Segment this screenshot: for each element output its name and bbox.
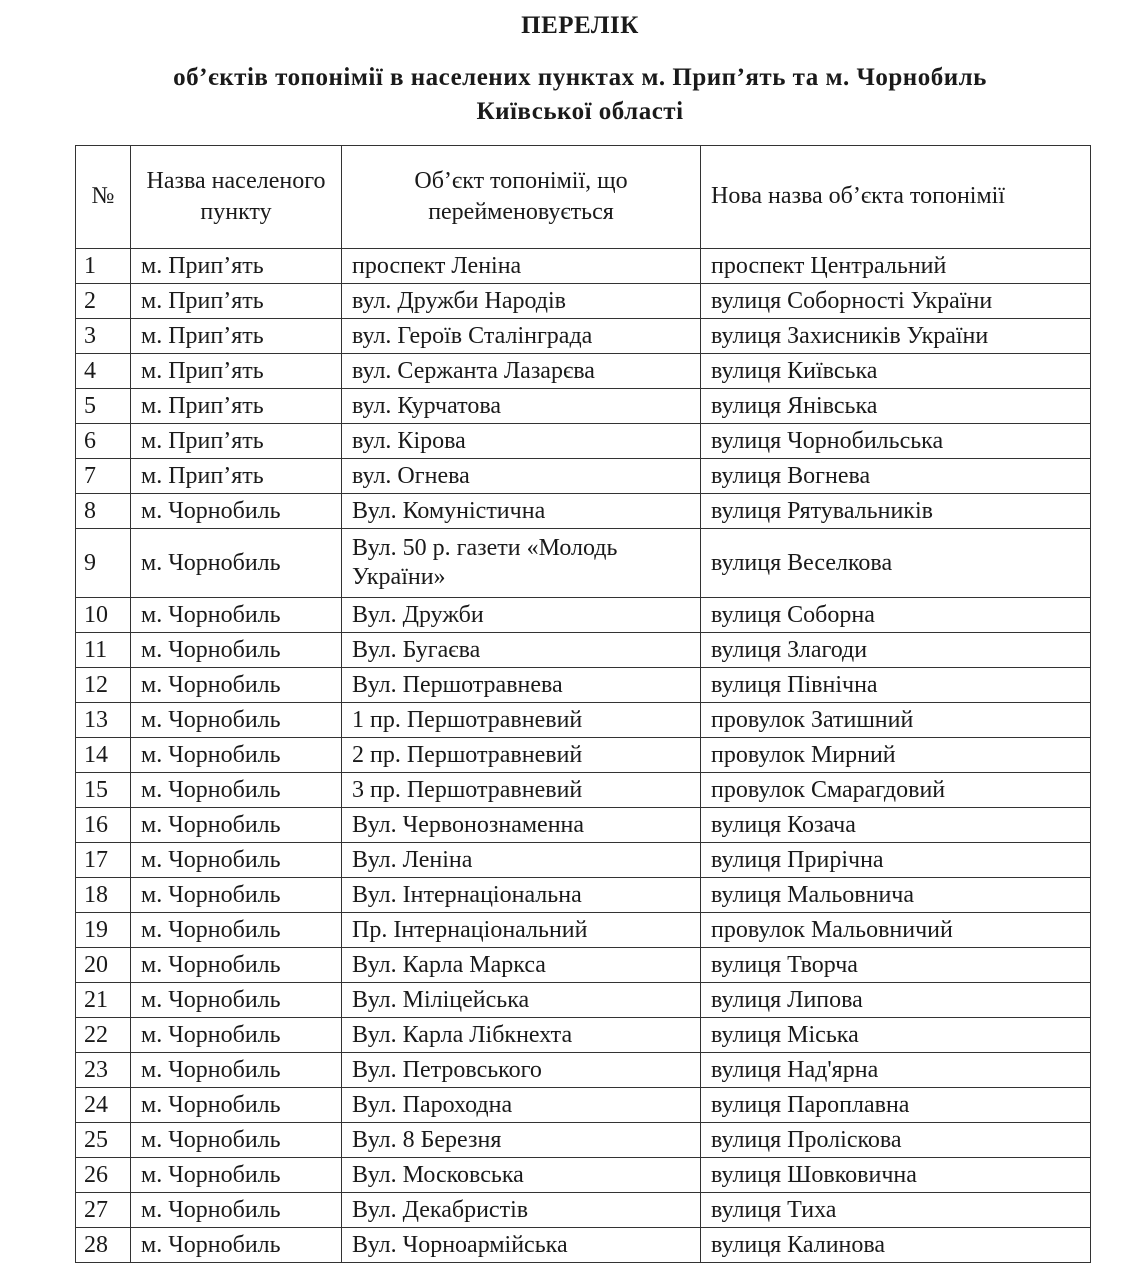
row-object: 2 пр. Першотравневий [342, 738, 701, 773]
row-number: 21 [76, 983, 131, 1018]
table-row [76, 284, 1091, 319]
row-number: 24 [76, 1088, 131, 1123]
table-row [76, 424, 1091, 459]
row-number: 19 [76, 913, 131, 948]
row-settlement: м. Прип’ять [131, 319, 342, 354]
table-row [76, 633, 1091, 668]
row-new-name: вулиця Козача [701, 808, 1091, 843]
row-new-name: вулиця Захисників України [701, 319, 1091, 354]
row-object: Вул. Інтернаціональна [342, 878, 701, 913]
row-new-name: провулок Мирний [701, 738, 1091, 773]
row-object: 1 пр. Першотравневий [342, 703, 701, 738]
table-row [76, 1193, 1091, 1228]
row-object: вул. Огнева [342, 459, 701, 494]
table-row [76, 913, 1091, 948]
row-object: Вул. 50 р. газети «Молодь України» [342, 529, 701, 598]
row-settlement: м. Чорнобиль [131, 1123, 342, 1158]
row-number: 11 [76, 633, 131, 668]
row-number: 25 [76, 1123, 131, 1158]
header-settlement: Назва населеного пункту [131, 146, 342, 249]
row-settlement: м. Прип’ять [131, 389, 342, 424]
document-subtitle-line-1: об’єктів топонімії в населених пунктах м. Прип’ять та м. Чорнобиль [173, 64, 987, 91]
row-settlement: м. Чорнобиль [131, 738, 342, 773]
row-new-name: вулиця Чорнобильська [701, 424, 1091, 459]
table-row [76, 529, 1091, 598]
row-number: 5 [76, 389, 131, 424]
renaming-table [75, 145, 1091, 1263]
row-new-name: вулиця Шовковична [701, 1158, 1091, 1193]
row-new-name: проспект Центральний [701, 249, 1091, 284]
row-settlement: м. Чорнобиль [131, 878, 342, 913]
row-new-name: вулиця Злагоди [701, 633, 1091, 668]
row-number: 13 [76, 703, 131, 738]
row-new-name: провулок Смарагдовий [701, 773, 1091, 808]
row-number: 23 [76, 1053, 131, 1088]
row-number: 22 [76, 1018, 131, 1053]
row-settlement: м. Прип’ять [131, 284, 342, 319]
row-number: 26 [76, 1158, 131, 1193]
table-row [76, 843, 1091, 878]
row-number: 27 [76, 1193, 131, 1228]
row-settlement: м. Прип’ять [131, 459, 342, 494]
row-new-name: вулиця Тиха [701, 1193, 1091, 1228]
row-new-name: вулиця Калинова [701, 1228, 1091, 1263]
row-object: Пр. Інтернаціональний [342, 913, 701, 948]
row-object: Вул. Чорноармійська [342, 1228, 701, 1263]
row-number: 20 [76, 948, 131, 983]
header-new-name: Нова назва об’єкта топонімії [701, 146, 1091, 249]
row-number: 15 [76, 773, 131, 808]
row-new-name: вулиця Північна [701, 668, 1091, 703]
table-row [76, 598, 1091, 633]
row-number: 8 [76, 494, 131, 529]
table-row [76, 1123, 1091, 1158]
document-subtitle-line-2: Київської області [476, 98, 684, 125]
row-new-name: вулиця Київська [701, 354, 1091, 389]
row-settlement: м. Прип’ять [131, 424, 342, 459]
row-new-name: вулиця Над'ярна [701, 1053, 1091, 1088]
row-object: Вул. Пароходна [342, 1088, 701, 1123]
row-settlement: м. Чорнобиль [131, 1088, 342, 1123]
table-row [76, 249, 1091, 284]
row-number: 4 [76, 354, 131, 389]
table-row [76, 948, 1091, 983]
row-settlement: м. Чорнобиль [131, 668, 342, 703]
row-object: Вул. Декабристів [342, 1193, 701, 1228]
row-new-name: вулиця Пролiскова [701, 1123, 1091, 1158]
row-object: Вул. Московська [342, 1158, 701, 1193]
row-settlement: м. Чорнобиль [131, 808, 342, 843]
row-new-name: вулиця Творча [701, 948, 1091, 983]
table-row [76, 1228, 1091, 1263]
header-object: Об’єкт топонімії, що перейменовується [342, 146, 701, 249]
table-row [76, 1053, 1091, 1088]
table-row [76, 1088, 1091, 1123]
row-settlement: м. Чорнобиль [131, 633, 342, 668]
row-object: проспект Леніна [342, 249, 701, 284]
row-object: вул. Дружби Народів [342, 284, 701, 319]
row-object: Вул. Першотравнева [342, 668, 701, 703]
row-new-name: вулиця Янівська [701, 389, 1091, 424]
row-number: 6 [76, 424, 131, 459]
row-object: Вул. Дружби [342, 598, 701, 633]
row-settlement: м. Чорнобиль [131, 1158, 342, 1193]
row-settlement: м. Чорнобиль [131, 948, 342, 983]
row-object: 3 пр. Першотравневий [342, 773, 701, 808]
table-row [76, 808, 1091, 843]
row-object: Вул. Карла Маркса [342, 948, 701, 983]
row-settlement: м. Чорнобиль [131, 494, 342, 529]
document-title: ПЕРЕЛІК [521, 12, 639, 39]
row-object: Вул. Бугаєва [342, 633, 701, 668]
row-new-name: вулиця Соборності України [701, 284, 1091, 319]
row-object: вул. Кірова [342, 424, 701, 459]
row-new-name: вулиця Веселкова [701, 529, 1091, 598]
row-object: Вул. Міліцейська [342, 983, 701, 1018]
row-object: Вул. Комуністична [342, 494, 701, 529]
row-new-name: провулок Затишний [701, 703, 1091, 738]
row-settlement: м. Чорнобиль [131, 1193, 342, 1228]
row-object: Вул. Карла Лібкнехта [342, 1018, 701, 1053]
row-new-name: вулиця Міська [701, 1018, 1091, 1053]
row-number: 16 [76, 808, 131, 843]
row-settlement: м. Чорнобиль [131, 843, 342, 878]
row-number: 10 [76, 598, 131, 633]
table-row [76, 878, 1091, 913]
table-header-row [76, 146, 1091, 249]
row-new-name: вулиця Соборна [701, 598, 1091, 633]
table-row [76, 389, 1091, 424]
row-object: Вул. Леніна [342, 843, 701, 878]
table-row [76, 983, 1091, 1018]
table-row [76, 668, 1091, 703]
row-number: 3 [76, 319, 131, 354]
row-settlement: м. Чорнобиль [131, 598, 342, 633]
row-settlement: м. Чорнобиль [131, 703, 342, 738]
row-settlement: м. Чорнобиль [131, 913, 342, 948]
row-settlement: м. Чорнобиль [131, 773, 342, 808]
row-new-name: провулок Мальовничий [701, 913, 1091, 948]
table-row [76, 738, 1091, 773]
row-number: 9 [76, 529, 131, 598]
row-object: Вул. Червонознаменна [342, 808, 701, 843]
row-new-name: вулиця Липова [701, 983, 1091, 1018]
row-settlement: м. Чорнобиль [131, 983, 342, 1018]
row-settlement: м. Прип’ять [131, 354, 342, 389]
table-row [76, 319, 1091, 354]
table-row [76, 1018, 1091, 1053]
table-row [76, 459, 1091, 494]
table-row [76, 703, 1091, 738]
row-object: Вул. Петровського [342, 1053, 701, 1088]
row-object: вул. Курчатова [342, 389, 701, 424]
row-number: 17 [76, 843, 131, 878]
row-settlement: м. Чорнобиль [131, 529, 342, 598]
row-new-name: вулиця Прирічна [701, 843, 1091, 878]
table-row [76, 1158, 1091, 1193]
table-row [76, 773, 1091, 808]
row-object: вул. Героїв Сталінграда [342, 319, 701, 354]
row-object: Вул. 8 Березня [342, 1123, 701, 1158]
row-number: 2 [76, 284, 131, 319]
row-settlement: м. Чорнобиль [131, 1228, 342, 1263]
row-number: 1 [76, 249, 131, 284]
header-number: № [76, 146, 131, 249]
row-new-name: вулиця Мальовнича [701, 878, 1091, 913]
table-body [76, 249, 1091, 1263]
row-number: 7 [76, 459, 131, 494]
row-number: 12 [76, 668, 131, 703]
row-new-name: вулиця Рятувальників [701, 494, 1091, 529]
row-settlement: м. Чорнобиль [131, 1053, 342, 1088]
row-settlement: м. Прип’ять [131, 249, 342, 284]
row-settlement: м. Чорнобиль [131, 1018, 342, 1053]
row-number: 14 [76, 738, 131, 773]
row-new-name: вулиця Вогнева [701, 459, 1091, 494]
row-number: 28 [76, 1228, 131, 1263]
row-object: вул. Сержанта Лазарєва [342, 354, 701, 389]
row-new-name: вулиця Пароплавна [701, 1088, 1091, 1123]
table-row [76, 354, 1091, 389]
row-number: 18 [76, 878, 131, 913]
table-row [76, 494, 1091, 529]
